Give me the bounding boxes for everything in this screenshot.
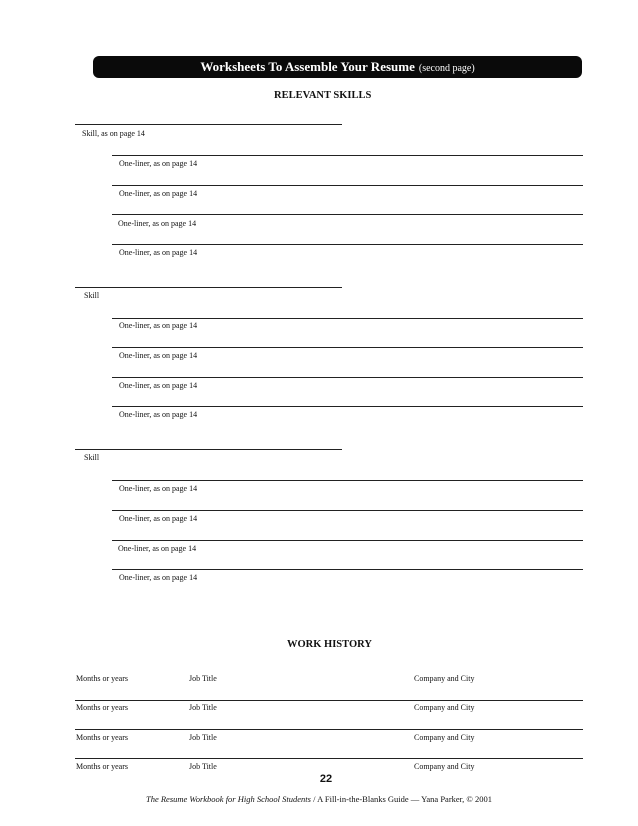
oneliner-label: One-liner, as on page 14 — [119, 410, 198, 419]
oneliner-label: One-liner, as on page 14 — [119, 159, 198, 168]
oneliner-label: One-liner, as on page 14 — [119, 248, 198, 257]
oneliner-line — [112, 318, 583, 319]
work-company-label: Company and City — [414, 674, 475, 683]
skill-divider-line — [75, 449, 342, 450]
work-job-title-label: Job Title — [189, 762, 217, 771]
oneliner-line — [112, 480, 583, 481]
oneliner-line — [112, 347, 583, 348]
oneliner-label: One-liner, as on page 14 — [119, 321, 198, 330]
work-job-title-label: Job Title — [189, 674, 217, 683]
skill-divider-line — [75, 124, 342, 125]
skill-label: Skill, as on page 14 — [82, 129, 145, 138]
oneliner-label: One-liner, as on page 14 — [119, 189, 198, 198]
footer-book-title: The Resume Workbook for High School Students — [145, 794, 311, 804]
oneliner-line — [112, 377, 583, 378]
relevant-skills-heading: RELEVANT SKILLS — [274, 90, 372, 101]
footer-credit: / A Fill-in-the-Blanks Guide — Yana Parker, © 2001 — [310, 794, 493, 804]
oneliner-label: One-liner, as on page 14 — [119, 381, 198, 390]
work-period-label: Months or years — [76, 674, 128, 683]
work-job-title-label: Job Title — [189, 703, 217, 712]
work-job-title-label: Job Title — [189, 733, 217, 742]
work-company-label: Company and City — [414, 703, 475, 712]
oneliner-line — [112, 185, 583, 186]
oneliner-label: One-liner, as on page 14 — [119, 351, 198, 360]
oneliner-label: One-liner, as on page 14 — [119, 514, 198, 523]
skill-label: Skill — [84, 453, 100, 462]
page-footer — [0, 794, 638, 804]
work-row-line — [75, 729, 583, 730]
oneliner-line — [112, 406, 583, 407]
oneliner-line — [112, 569, 583, 570]
work-row-line — [75, 758, 583, 759]
work-row-line — [75, 700, 583, 701]
work-period-label: Months or years — [76, 762, 128, 771]
oneliner-line — [112, 155, 583, 156]
work-period-label: Months or years — [76, 703, 128, 712]
worksheet-subtitle: (second page) — [418, 63, 475, 74]
oneliner-line — [112, 510, 583, 511]
work-period-label: Months or years — [76, 733, 128, 742]
page-number: 22 — [319, 773, 333, 785]
work-company-label: Company and City — [414, 762, 475, 771]
oneliner-line — [112, 244, 583, 245]
skill-label: Skill — [84, 291, 100, 300]
oneliner-line — [112, 214, 583, 215]
oneliner-label: One-liner, as on page 14 — [118, 544, 197, 553]
work-history-heading: WORK HISTORY — [287, 639, 372, 650]
oneliner-label: One-liner, as on page 14 — [119, 484, 198, 493]
oneliner-label: One-liner, as on page 14 — [118, 219, 197, 228]
skill-divider-line — [75, 287, 342, 288]
worksheet-title-banner — [93, 56, 582, 78]
oneliner-label: One-liner, as on page 14 — [119, 573, 198, 582]
work-company-label: Company and City — [414, 733, 475, 742]
worksheet-title: Worksheets To Assemble Your Resume — [200, 59, 415, 74]
oneliner-line — [112, 540, 583, 541]
